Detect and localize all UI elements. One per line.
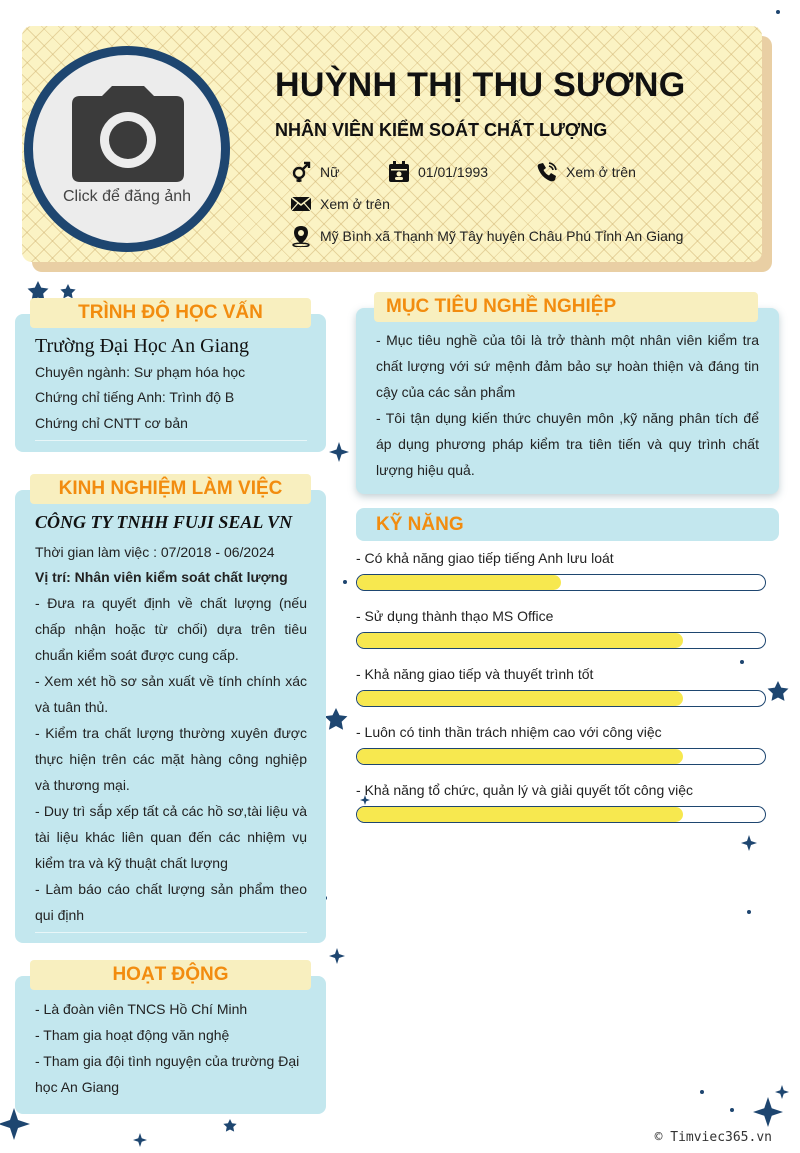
gender-info — [290, 161, 339, 183]
email-value: Xem ở trên — [320, 196, 390, 212]
star-icon — [775, 1085, 789, 1099]
skill-label: - Có khả năng giao tiếp tiếng Anh lưu loát — [356, 550, 614, 566]
divider — [35, 932, 307, 933]
skill-label: - Khả năng giao tiếp và thuyết trình tốt — [356, 666, 594, 682]
work-period: Thời gian làm việc : 07/2018 - 06/2024 — [35, 544, 275, 560]
duty-item: - Kiểm tra chất lượng thường xuyên được thực hiện trên các mặt hàng công nghiệp và thương mại. — [35, 725, 307, 793]
star-icon — [133, 1133, 147, 1147]
decorative-dot — [730, 1108, 734, 1112]
education-line: Chứng chỉ tiếng Anh: Trình độ B — [35, 389, 235, 405]
duty-item: - Duy trì sắp xếp tất cả các hồ sơ,tài liệu và tài liệu khác liên quan đến các nhiệm vụ kiểm tra và kỹ thuật chất lượng — [35, 803, 307, 871]
mail-icon — [290, 193, 312, 215]
star-icon — [753, 1097, 783, 1127]
duty-item: - Đưa ra quyết định về chất lượng (nếu chấp nhận hoặc từ chối) dựa trên tiêu chuẩn kiểm soát được cung cấp. — [35, 595, 307, 663]
objective-paragraph: - Tôi tận dụng kiến thức chuyên môn ,kỹ năng phân tích để áp dụng phương pháp kiểm tra tiên tiến và quy trình chất lượng hiệu quả. — [376, 410, 759, 478]
skill-item — [356, 782, 768, 823]
skill-bar-fill — [357, 749, 683, 764]
candidate-name: HUỲNH THỊ THU SƯƠNG — [275, 66, 686, 104]
skill-item — [356, 550, 768, 591]
skill-bar-fill — [357, 575, 561, 590]
skill-bar-fill — [357, 633, 683, 648]
email-info — [290, 193, 390, 215]
skill-bar — [356, 806, 766, 823]
divider — [35, 440, 307, 441]
star-icon — [329, 948, 345, 964]
skills-title: KỸ NĂNG — [376, 514, 464, 535]
objective-body — [376, 327, 759, 483]
education-line: Chuyên ngành: Sư phạm hóa học — [35, 364, 246, 380]
company-name: CÔNG TY TNHH FUJI SEAL VN — [35, 512, 293, 532]
decorative-dot — [747, 910, 751, 914]
activity-item: - Là đoàn viên TNCS Hồ Chí Minh — [35, 1001, 248, 1017]
school-name: Trường Đại Học An Giang — [35, 335, 250, 357]
activity-item: - Tham gia hoạt động văn nghệ — [35, 1027, 230, 1043]
decorative-dot — [776, 10, 780, 14]
experience-title: KINH NGHIỆM LÀM VIỆC — [30, 474, 311, 504]
star-icon — [223, 1119, 236, 1132]
footer-copyright: © Timviec365.vn — [654, 1130, 772, 1145]
skill-label: - Khả năng tổ chức, quản lý và giải quyết tốt công việc — [356, 782, 694, 798]
skill-label: - Luôn có tinh thần trách nhiệm cao với công việc — [356, 724, 662, 740]
objective-paragraph: - Mục tiêu nghề của tôi là trở thành một nhân viên kiểm tra chất lượng với sứ mệnh đảm bảo sự hoàn thiện và đáng tin cậy của các sản phẩm — [376, 332, 759, 400]
decorative-dot — [740, 660, 744, 664]
education-title: TRÌNH ĐỘ HỌC VẤN — [30, 298, 311, 328]
decorative-dot — [343, 580, 347, 584]
skill-bar — [356, 748, 766, 765]
work-position: Vị trí: Nhân viên kiểm soát chất lượng — [35, 569, 288, 585]
star-icon — [329, 442, 349, 462]
activity-item: - Tham gia đội tình nguyện của trường Đại học An Giang — [35, 1053, 300, 1095]
activity-list — [35, 996, 307, 1100]
education-line: Chứng chỉ CNTT cơ bản — [35, 415, 188, 431]
activities-title: HOẠT ĐỘNG — [30, 960, 311, 990]
camera-icon[interactable] — [72, 86, 184, 182]
star-icon — [768, 681, 789, 701]
skill-item — [356, 724, 768, 765]
skill-bar-fill — [357, 807, 683, 822]
skill-label: - Sử dụng thành thạo MS Office — [356, 608, 554, 624]
decorative-dot — [700, 1090, 704, 1094]
skill-bar — [356, 632, 766, 649]
job-title: NHÂN VIÊN KIỂM SOÁT CHẤT LƯỢNG — [275, 120, 608, 140]
objective-title: MỤC TIÊU NGHỀ NGHIỆP — [374, 292, 758, 322]
gender-value: Nữ — [320, 164, 340, 180]
skill-item — [356, 666, 768, 707]
star-icon — [741, 835, 757, 851]
birthday-value: 01/01/1993 — [418, 164, 489, 180]
skill-bar — [356, 574, 766, 591]
duty-item: - Xem xét hồ sơ sản xuất về tính chính xác và tuân thủ. — [35, 673, 307, 715]
star-icon — [60, 284, 75, 298]
duty-list — [35, 590, 307, 928]
star-icon — [325, 708, 348, 730]
avatar-upload-label[interactable]: Click để đăng ảnh — [62, 188, 192, 205]
gender-icon — [290, 161, 312, 183]
phone-value: Xem ở trên — [566, 164, 636, 180]
skill-bar — [356, 690, 766, 707]
location-pin-icon — [290, 225, 312, 247]
skill-bar-fill — [357, 691, 683, 706]
address-value: Mỹ Bình xã Thạnh Mỹ Tây huyện Châu Phú Tỉnh An Giang — [320, 228, 684, 244]
phone-info — [536, 161, 636, 183]
duty-item: - Làm báo cáo chất lượng sản phẩm theo qui định — [35, 881, 307, 923]
skill-item — [356, 608, 768, 649]
calendar-icon — [388, 161, 410, 183]
address-info — [290, 225, 683, 247]
phone-icon — [536, 161, 558, 183]
birthday-info — [388, 161, 488, 183]
